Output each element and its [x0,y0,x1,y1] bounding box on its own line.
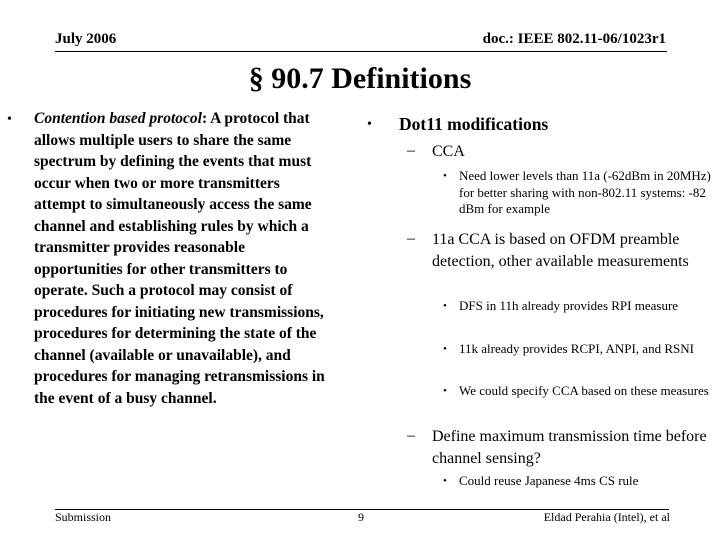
page-number: 9 [358,510,364,524]
item-ofdm-cca: 11a CCA is based on OFDM preamble detection, other available measurements [432,231,689,270]
header-doc-id: doc.: IEEE 802.11-06/1023r1 [482,31,666,47]
dash-icon: – [407,427,415,444]
bullet-icon: • [443,343,447,355]
definition-term: Contention based protocol [34,110,202,127]
dash-icon: – [407,142,415,159]
right-heading: Dot11 modifications [399,114,549,134]
item-cca: CCA [432,143,465,160]
slide-title: § 90.7 Definitions [248,62,472,95]
subitem-lower-levels: Need lower levels than 11a (-62dBm in 20MHz) for better sharing with non-802.11 systems: -82 dBm for example [459,168,711,216]
dash-icon: – [407,230,415,247]
header-rule [55,51,667,52]
subitem-11k: 11k already provides RCPI, ANPI, and RSNI [459,341,694,356]
footer-author: Eldad Perahia (Intel), et al [543,510,670,524]
bullet-icon: • [443,475,447,487]
header-date: July 2006 [55,31,117,47]
item-max-tx-time: Define maximum transmission time before channel sensing? [432,428,707,467]
definition-body: : A protocol that allows multiple users to share the same spectrum by defining the events that must occur when two or more transmitters attempt to simultaneously access the same channel and establishing rules by which a transmitter provides reasonable opportunities for other transmitters to operate. Such a protocol may consist of procedures for initiating new transmissions, procedures for determining the state of the channel (available or unavailable), and procedures for managing retransmissions in the event of a busy channel. [34,110,325,407]
bullet-icon: • [367,117,372,132]
footer-submission: Submission [55,510,112,524]
subitem-dfs: DFS in 11h already provides RPI measure [459,298,679,313]
bullet-icon: • [443,170,447,182]
bullet-icon: • [443,385,447,397]
definition-paragraph [34,108,334,409]
bullet-icon: • [443,300,447,312]
bullet-icon: • [7,112,12,127]
subitem-cca-measures: We could specify CCA based on these measures [459,383,709,398]
subitem-japanese-rule: Could reuse Japanese 4ms CS rule [459,473,639,488]
